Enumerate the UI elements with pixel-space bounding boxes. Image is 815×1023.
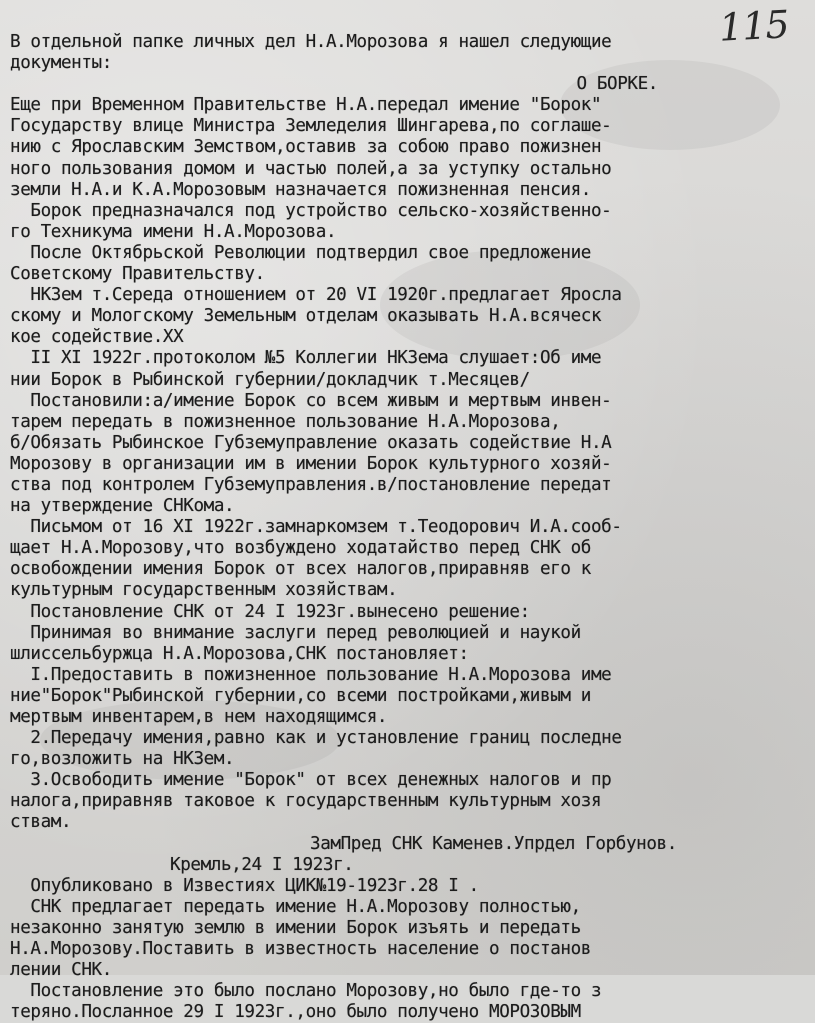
text-line: освобождении имения Борок от всех налогов,приравняв его к	[10, 559, 591, 580]
text-line: Борок предназначался под устройство сельско-хозяйственно-	[10, 200, 612, 221]
text-line: щает Н.А.Морозову,что возбуждено ходатайство перед СНК об	[10, 538, 591, 559]
text-line: Морозову в организации им в имении Борок культурного хозяй-	[10, 453, 612, 474]
text-line: Еще при Временном Правительстве Н.А.передал имение "Борок"	[10, 95, 602, 116]
text-line: Принимая во внимание заслуги перед революцией и наукой	[10, 622, 581, 643]
place-date-line: Кремль,24 I 1923г.	[170, 854, 354, 875]
text-line: документы:	[10, 53, 112, 74]
text-line: ние"Борок"Рыбинской губернии,со всеми постройками,живым и	[10, 685, 591, 706]
text-line: Государству влице Министра Земледелия Шингарева,по соглаше-	[10, 116, 612, 137]
text-line: ства под контролем Губземуправления.в/постановление передат	[10, 474, 612, 495]
text-line: го Техникума имени Н.А.Морозова.	[10, 221, 337, 242]
text-line: В отдельной папке личных дел Н.А.Морозова я нашел следующие	[10, 32, 612, 52]
typewritten-text	[10, 32, 808, 1023]
text-line: Письмом от 16 XI 1922г.замнаркомзем т.Теодорович И.А.сооб-	[10, 517, 622, 538]
section-heading: О БОРКЕ.	[576, 74, 658, 95]
text-line: 3.Освободить имение "Борок" от всех денежных налогов и пр	[10, 770, 612, 791]
text-line: ного пользования домом и частью полей,а за уступку остально	[10, 158, 612, 179]
text-line: 2.Передачу имения,равно как и установление границ последне	[10, 728, 622, 749]
text-line: НКЗем т.Середа отношением от 20 VI 1920г.предлагает Яросла	[10, 285, 622, 306]
text-line: земли Н.А.и К.А.Морозовым назначается пожизненная пенсия.	[10, 179, 591, 200]
text-line: Постановление СНК от 24 I 1923г.вынесено решение:	[10, 601, 530, 622]
text-line: кое содействие.ХХ	[10, 327, 184, 348]
text-line: налога,приравняв таковое к государственным культурным хозя	[10, 791, 602, 812]
text-line: нию с Ярославским Земством,оставив за собою право пожизнен	[10, 137, 602, 158]
text-line: тарем передать в пожизненное пользование Н.А.Морозова,	[10, 411, 561, 432]
text-line: нии Борок в Рыбинской губернии/докладчик т.Месяцев/	[10, 369, 530, 390]
text-line: Советскому Правительству.	[10, 264, 265, 285]
text-line: СНК предлагает передать имение Н.А.Морозову полностью,	[10, 896, 581, 917]
text-line: После Октябрьской Революции подтвердил свое предложение	[10, 242, 591, 263]
text-line: ствам.	[10, 812, 72, 833]
page-number: 115	[718, 2, 791, 50]
text-line: го,возложить на НКЗем.	[10, 749, 235, 770]
text-line: лении СНК.	[10, 960, 112, 981]
text-line: II XI 1922г.протоколом №5 Коллегии НКЗема слушает:Об име	[10, 348, 602, 369]
text-line: I.Предоставить в пожизненное пользование Н.А.Морозова име	[10, 664, 612, 685]
text-line: культурным государственным хозяйствам.	[10, 580, 398, 601]
text-line: Н.А.Морозову.Поставить в известность население о постанов	[10, 939, 591, 960]
text-line: незаконно занятую землю в имении Борок изъять и передать	[10, 917, 581, 938]
text-line: скому и Мологскому Земельным отделам оказывать Н.А.всяческ	[10, 306, 602, 327]
text-line: шлиссельбуржца Н.А.Морозова,СНК постановляет:	[10, 643, 469, 664]
text-line: теряно.Посланное 29 I 1923г.,оно было получено МОРОЗОВЫМ	[10, 1002, 581, 1023]
text-line: мертвым инвентарем,в нем находящимся.	[10, 707, 388, 727]
text-line: на утверждение СНКома.	[10, 496, 235, 517]
text-line: Постановление это было послано Морозову,но было где-то з	[10, 981, 602, 1002]
signatures-line: ЗамПред СНК Каменев.Упрдел Горбунов.	[310, 833, 677, 854]
text-line: б/Обязать Рыбинское Губземуправление оказать содействие Н.А	[10, 432, 612, 453]
text-line: Постановили:а/имение Борок со всем живым и мертвым инвен-	[10, 390, 612, 411]
text-line: Опубликовано в Известиях ЦИК№19-1923г.28 I .	[10, 875, 479, 896]
